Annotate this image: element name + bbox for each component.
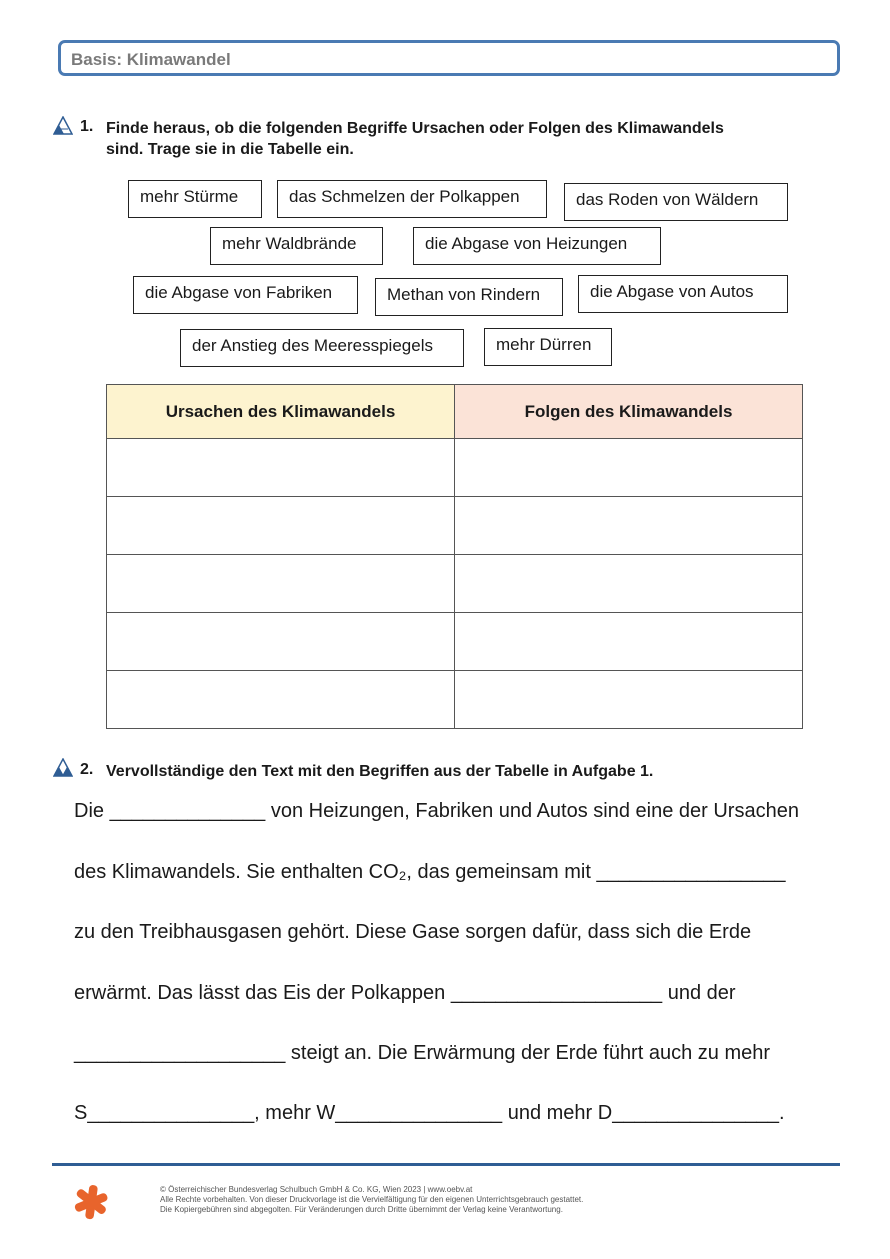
cloze-text-line[interactable]: S_______________, mehr W_______________ und mehr D_______________.	[74, 1102, 785, 1124]
causes-cell[interactable]	[107, 497, 455, 555]
word-card[interactable]: mehr Dürren	[484, 328, 612, 366]
footer-divider	[52, 1163, 840, 1166]
word-card[interactable]: das Schmelzen der Polkappen	[277, 180, 547, 218]
effects-cell[interactable]	[455, 671, 803, 729]
causes-cell[interactable]	[107, 671, 455, 729]
word-card[interactable]: der Anstieg des Meeresspiegels	[180, 329, 464, 367]
causes-column-header: Ursachen des Klimawandels	[107, 385, 455, 439]
copyright-line: © Österreichischer Bundesverlag Schulbuch GmbH & Co. KG, Wien 2023 | www.oebv.at	[160, 1185, 473, 1194]
table-row	[107, 439, 803, 497]
task-1-number: 1.	[80, 118, 94, 135]
copyright-line: Alle Rechte vorbehalten. Von dieser Druckvorlage ist die Vervielfältigung für den eigenen Unterrichtsgebrauch gestattet.	[160, 1195, 584, 1204]
causes-cell[interactable]	[107, 439, 455, 497]
publisher-logo-icon	[72, 1183, 110, 1221]
effects-cell[interactable]	[455, 439, 803, 497]
word-card[interactable]: die Abgase von Autos	[578, 275, 788, 313]
copyright-line: Die Kopiergebühren sind abgegolten. Für Veränderungen durch Dritte übernimmt der Verlag keine Verantwortung.	[160, 1205, 563, 1214]
causes-cell[interactable]	[107, 613, 455, 671]
cloze-text-line[interactable]: Die ______________ von Heizungen, Fabriken und Autos sind eine der Ursachen	[74, 800, 799, 822]
task-2-number: 2.	[80, 761, 94, 778]
difficulty-level-icon	[53, 116, 73, 136]
effects-cell[interactable]	[455, 497, 803, 555]
table-row	[107, 497, 803, 555]
worksheet-title: Basis: Klimawandel	[71, 50, 231, 69]
effects-cell[interactable]	[455, 555, 803, 613]
table-row	[107, 613, 803, 671]
difficulty-level-icon	[53, 758, 73, 778]
word-card[interactable]: mehr Waldbrände	[210, 227, 383, 265]
task-2-instruction: Vervollständige den Text mit den Begriffen aus der Tabelle in Aufgabe 1.	[106, 763, 654, 780]
cloze-text-line[interactable]: ___________________ steigt an. Die Erwärmung der Erde führt auch zu mehr	[74, 1042, 771, 1064]
word-card[interactable]: mehr Stürme	[128, 180, 262, 218]
cloze-text-line[interactable]: des Klimawandels. Sie enthalten CO₂, das gemeinsam mit _________________	[74, 861, 786, 883]
table-row	[107, 555, 803, 613]
word-card[interactable]: das Roden von Wäldern	[564, 183, 788, 221]
task-1-instruction-line: Finde heraus, ob die folgenden Begriffe Ursachen oder Folgen des Klimawandels	[106, 120, 724, 137]
cloze-text-line[interactable]: zu den Treibhausgasen gehört. Diese Gase sorgen dafür, dass sich die Erde	[74, 921, 752, 943]
cloze-text-line[interactable]: erwärmt. Das lässt das Eis der Polkappen ___________________ und der	[74, 982, 736, 1004]
table-row	[107, 671, 803, 729]
word-card[interactable]: die Abgase von Heizungen	[413, 227, 661, 265]
effects-cell[interactable]	[455, 613, 803, 671]
sorting-table	[106, 384, 803, 729]
effects-column-header: Folgen des Klimawandels	[455, 385, 803, 439]
causes-cell[interactable]	[107, 555, 455, 613]
word-card[interactable]: die Abgase von Fabriken	[133, 276, 358, 314]
task-1-instruction	[106, 118, 724, 160]
task-1-instruction-line: sind. Trage sie in die Tabelle ein.	[106, 141, 354, 158]
worksheet-header	[58, 40, 840, 76]
word-card[interactable]: Methan von Rindern	[375, 278, 563, 316]
copyright-notice	[160, 1185, 583, 1215]
